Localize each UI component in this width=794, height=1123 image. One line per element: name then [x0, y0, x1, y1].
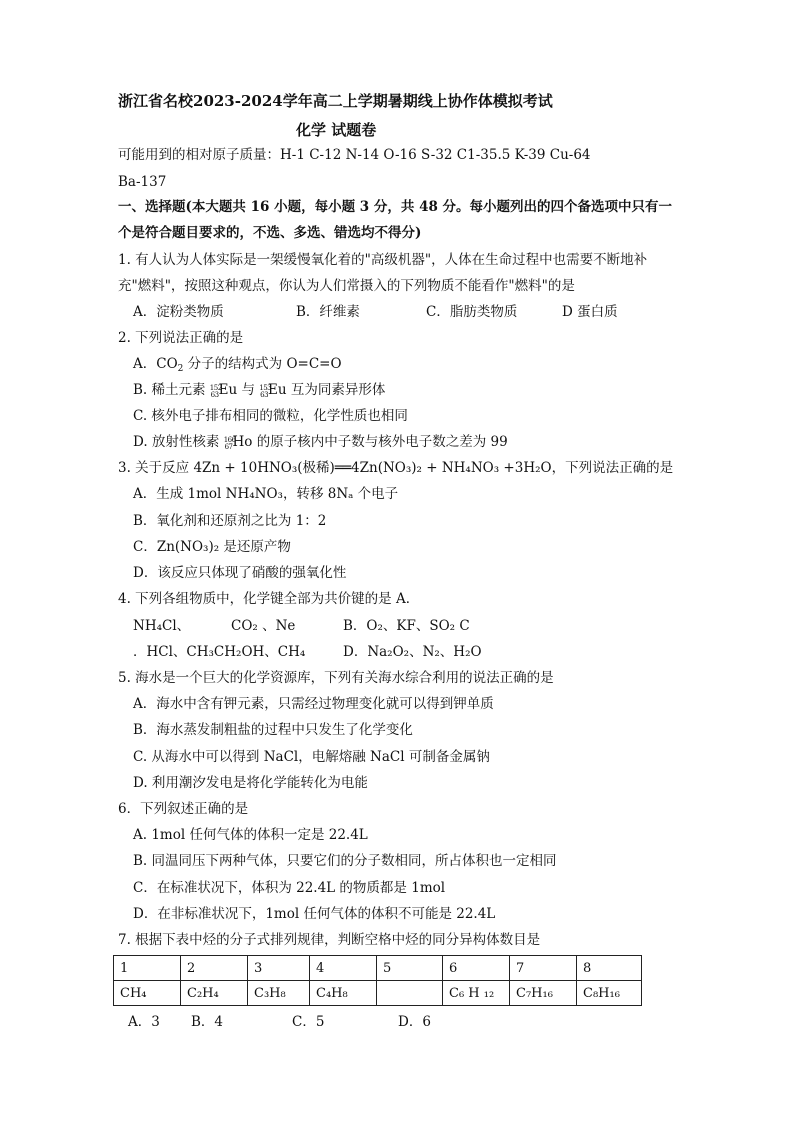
- q3-option-a: A．生成 1mol NH₄NO₃，转移 8Nₐ 个电子: [133, 486, 399, 502]
- q5-option-d: D. 利用潮汐发电是将化学能转化为电能: [133, 775, 368, 791]
- table-row-index: [114, 956, 642, 981]
- table-cell: C₃H₈: [248, 981, 310, 1006]
- table-cell: C₇H₁₆: [510, 981, 577, 1006]
- q4-option-a-part1: NH₄Cl、: [133, 618, 191, 634]
- q1-option-c: C．脂肪类物质: [426, 304, 518, 320]
- atomic-number: 63: [260, 391, 269, 399]
- q7-option-c: C．5: [292, 1014, 325, 1030]
- q2-option-d: [133, 433, 508, 453]
- q2-a-text: A．CO: [133, 356, 178, 372]
- table-cell: C₂H₄: [181, 981, 248, 1006]
- q5-option-c: C. 从海水中可以得到 NaCl，电解熔融 NaCl 可制备金属钠: [133, 749, 490, 765]
- q2-a-sub: 2: [177, 364, 184, 374]
- exam-title: 浙江省名校2023-2024学年高二上学期暑期线上协作体模拟考试: [118, 92, 553, 110]
- q1-option-b: B．纤维素: [296, 304, 360, 320]
- q2-b-text: B. 稀土元素: [133, 382, 210, 398]
- q2-a-text-end: 分子的结构式为 O=C=O: [183, 356, 342, 372]
- q6-stem: 6．下列叙述正确的是: [118, 801, 249, 817]
- q4-option-d: D．Na₂O₂、N₂、H₂O: [343, 644, 482, 660]
- q4-stem: 4. 下列各组物质中，化学键全部为共价键的是 A．: [118, 591, 420, 607]
- q7-option-d: D．6: [398, 1014, 431, 1030]
- table-cell-blank: [377, 981, 443, 1006]
- element-symbol: Eu: [218, 382, 238, 398]
- q2-b-text-end: 互为同素异形体: [286, 382, 386, 398]
- exam-subtitle: 化学 试题卷: [296, 121, 377, 139]
- nuclide-eu153: [259, 381, 286, 401]
- q6-option-d: D．在非标准状况下，1mol 任何气体的体积不可能是 22.4L: [133, 906, 496, 922]
- q5-option-a: A．海水中含有钾元素，只需经过物理变化就可以得到钾单质: [133, 696, 494, 712]
- mass-number: 166: [223, 436, 236, 444]
- q3-option-b: B．氧化剂和还原剂之比为 1：2: [133, 513, 327, 529]
- atomic-masses-line-1: 可能用到的相对原子质量：H-1 C-12 N-14 O-16 S-32 C1-35.5 K-39 Cu-64: [118, 147, 591, 163]
- table-cell: 4: [310, 956, 377, 981]
- atomic-number: 67: [224, 443, 233, 451]
- q1-stem-line-2: 充"燃料"，按照这种观点，你认为人们常摄入的下列物质不能看作"燃料"的是: [118, 278, 575, 294]
- table-cell: 5: [377, 956, 443, 981]
- nuclide-eu152: [210, 381, 237, 401]
- q7-option-b: B．4: [191, 1014, 224, 1030]
- q2-b-mid: 与: [237, 382, 260, 398]
- q2-stem: 2. 下列说法正确的是: [118, 330, 244, 346]
- q1-option-d: D 蛋白质: [562, 304, 618, 320]
- table-row-formula: [114, 981, 642, 1006]
- hydrocarbon-table: [113, 955, 642, 1006]
- q2-option-a: [133, 355, 342, 373]
- q1-option-a: A．淀粉类物质: [133, 304, 224, 320]
- table-cell: C₈H₁₆: [577, 981, 642, 1006]
- q5-stem: 5. 海水是一个巨大的化学资源库，下列有关海水综合利用的说法正确的是: [118, 670, 554, 686]
- q6-option-b: B. 同温同压下两种气体，只要它们的分子数相同，所占体积也一定相同: [133, 853, 557, 869]
- element-symbol: Ho: [232, 434, 253, 450]
- q3-option-c: C．Zn(NO₃)₂ 是还原产物: [133, 539, 291, 555]
- section-heading-line-2: 个是符合题目要求的，不选、多选、错选均不得分): [118, 225, 422, 241]
- q5-option-b: B．海水蒸发制粗盐的过程中只发生了化学变化: [133, 722, 413, 738]
- table-cell: 6: [443, 956, 510, 981]
- q4-option-b: B．O₂、KF、SO₂ C: [343, 618, 470, 634]
- table-cell: 3: [248, 956, 310, 981]
- q1-stem-line-1: 1. 有人认为人体实际是一架缓慢氧化着的"高级机器"，人体在生命过程中也需要不断地补: [118, 252, 648, 268]
- q2-d-text-end: 的原子核内中子数与核外电子数之差为 99: [252, 434, 508, 450]
- q7-option-a: A．3: [128, 1014, 160, 1030]
- atomic-masses-line-2: Ba-137: [118, 174, 167, 190]
- q7-stem: 7. 根据下表中烃的分子式排列规律，判断空格中烃的同分异构体数目是: [118, 932, 541, 948]
- q6-option-a: A. 1mol 任何气体的体积一定是 22.4L: [133, 827, 368, 843]
- table-cell: 7: [510, 956, 577, 981]
- element-symbol: Eu: [268, 382, 287, 398]
- q3-option-d: D．该反应只体现了硝酸的强氧化性: [133, 565, 347, 581]
- mass-number: 152: [209, 384, 222, 392]
- section-heading-line-1: 一、选择题(本大题共 16 小题，每小题 3 分，共 48 分。每小题列出的四个备选项中只有一: [118, 199, 673, 215]
- nuclide-ho166: [224, 433, 253, 453]
- mass-number: 153: [259, 384, 272, 392]
- q4-option-c: ．HCl、CH₃CH₂OH、CH₄: [133, 644, 306, 660]
- q2-option-c: C. 核外电子排布相同的微粒，化学性质也相同: [133, 408, 408, 424]
- table-cell: 1: [114, 956, 181, 981]
- q6-option-c: C．在标准状况下，体积为 22.4L 的物质都是 1mol: [133, 880, 446, 896]
- q2-option-b: [133, 381, 385, 401]
- q2-d-text: D. 放射性核素: [133, 434, 224, 450]
- table-cell: CH₄: [114, 981, 181, 1006]
- q4-option-a-part2: CO₂ 、Ne: [231, 618, 296, 634]
- table-cell: 8: [577, 956, 642, 981]
- table-cell: C₄H₈: [310, 981, 377, 1006]
- q3-stem: 3. 关于反应 4Zn + 10HNO₃(极稀)══4Zn(NO₃)₂ + NH₄NO₃ +3H₂O，下列说法正确的是: [118, 460, 674, 476]
- atomic-number: 63: [210, 391, 219, 399]
- table-cell: C₆ H ₁₂: [443, 981, 510, 1006]
- table-cell: 2: [181, 956, 248, 981]
